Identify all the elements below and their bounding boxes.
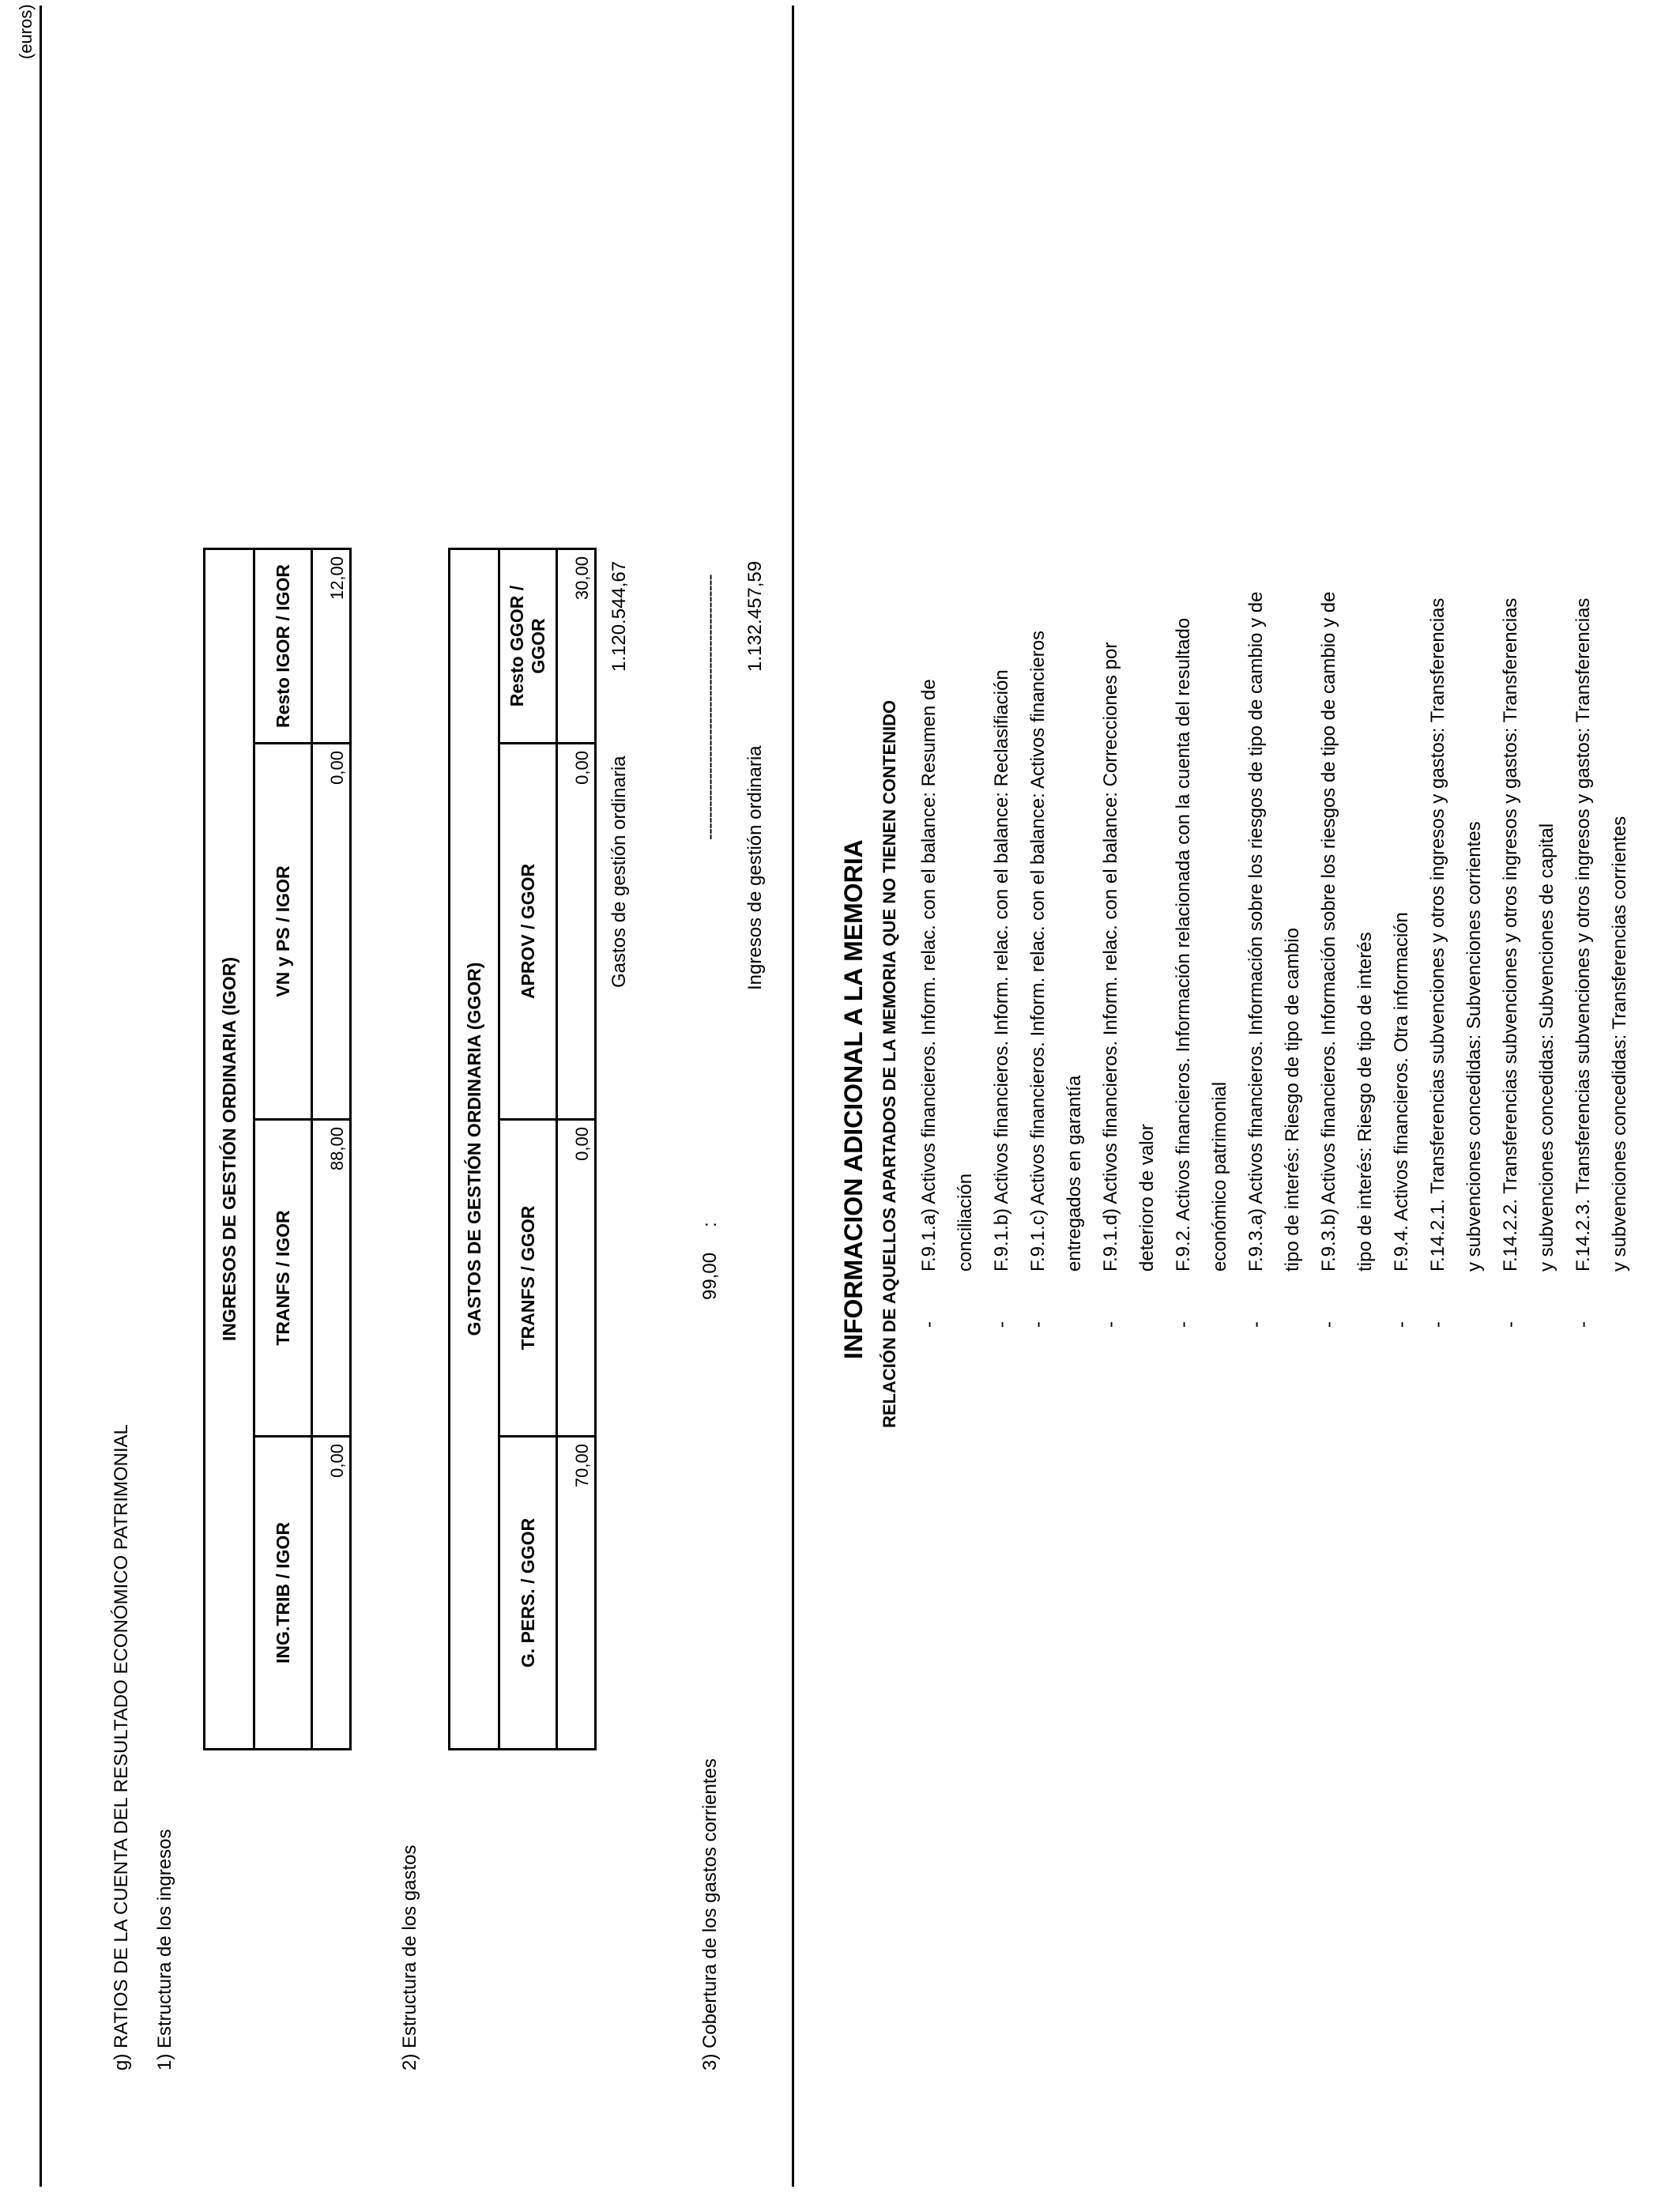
igor-table <box>203 548 352 1750</box>
empty-sections-list <box>911 589 1638 1328</box>
top-rule <box>40 6 42 2187</box>
list-item <box>1493 589 1565 1328</box>
col-header: TRANFS / IGOR <box>254 1120 312 1437</box>
list-item <box>1384 589 1420 1328</box>
numerator-value: 1.120.544,67 <box>608 560 630 672</box>
table-cell: 30,00 <box>557 549 596 744</box>
col-header: Resto IGOR / IGOR <box>254 548 312 743</box>
list-item-text: F.9.1.d) Activos financieros. Inform. relac. con el balance: Correcciones por deterioro de valor <box>1100 642 1158 1272</box>
ggor-table <box>448 548 597 1750</box>
list-item-text: F.14.2.1. Transferencias subvenciones y otros ingresos y gastos: Transferencias y subvenciones concedidas: Subvenciones corrientes <box>1427 597 1485 1272</box>
bullet-dash: - <box>1173 1321 1194 1328</box>
table-cell: 70,00 <box>557 1437 596 1750</box>
list-item <box>1565 589 1638 1328</box>
coverage-label: 3) Cobertura de los gastos corrientes <box>699 1758 721 2071</box>
list-item <box>1420 589 1493 1328</box>
list-item-text: F.9.3.a) Activos financieros. Información sobre los riesgos de tipo de cambio y de tipo de interés: Riesgo de tipo de cambio <box>1245 591 1303 1272</box>
igor-value-row <box>312 548 351 1749</box>
bullet-dash: - <box>1391 1321 1412 1328</box>
bullet-dash: - <box>918 1321 940 1328</box>
coverage-value: 99,00 <box>699 1252 721 1300</box>
bullet-dash: - <box>1245 1321 1267 1328</box>
bullet-dash: - <box>991 1321 1012 1328</box>
table-cell: 12,00 <box>312 548 351 743</box>
fraction-divider: ------------------------------------------------ <box>699 575 721 840</box>
denominator-label: Ingresos de gestión ordinaria <box>744 745 766 990</box>
ggor-title: GASTOS DE GESTIÓN ORDINARIA (GGOR) <box>450 549 499 1750</box>
col-header: Resto GGOR / GGOR <box>499 549 557 744</box>
list-item-text: F.9.3.b) Activos financieros. Información sobre los riesgos de tipo de cambio y de tipo de interés: Riesgo de tipo de interés <box>1318 591 1376 1272</box>
bullet-dash: - <box>1318 1321 1339 1328</box>
bullet-dash: - <box>1573 1321 1594 1328</box>
igor-title: INGRESOS DE GESTIÓN ORDINARIA (IGOR) <box>205 548 254 1749</box>
ratios-heading: g) RATIOS DE LA CUENTA DEL RESULTADO ECONÓMICO PATRIMONIAL <box>111 1424 132 2071</box>
info-title: INFORMACION ADICIONAL A LA MEMORIA <box>839 839 868 1359</box>
list-item <box>1093 589 1166 1328</box>
list-item-text: F.9.1.c) Activos financieros. Inform. relac. con el balance: Activos financieros entregados en garantía <box>1027 630 1085 1272</box>
col-header: ING.TRIB / IGOR <box>254 1437 312 1750</box>
expense-structure-label: 2) Estructura de los gastos <box>399 1844 420 2071</box>
numerator-label: Gastos de gestión ordinaria <box>608 755 630 988</box>
list-item-text: F.9.4. Activos financieros. Otra información <box>1391 912 1412 1272</box>
igor-header-row <box>254 548 312 1749</box>
list-item <box>1238 589 1311 1328</box>
table-cell: 0,00 <box>312 744 351 1120</box>
list-item <box>1020 589 1093 1328</box>
table-cell: 0,00 <box>557 1120 596 1437</box>
ggor-header-row <box>499 549 557 1750</box>
units-label: (euros) <box>16 4 36 59</box>
info-subtitle: RELACIÓN DE AQUELLOS APARTADOS DE LA MEMORIA QUE NO TIENEN CONTENIDO <box>880 699 899 1428</box>
bullet-dash: - <box>1027 1321 1049 1328</box>
bullet-dash: - <box>1427 1321 1448 1328</box>
list-item-text: F.9.2. Activos financieros. Información relacionada con la cuenta del resultado económico patrimonial <box>1173 617 1230 1272</box>
list-item <box>1311 589 1384 1328</box>
col-header: APROV / GGOR <box>499 744 557 1120</box>
list-item <box>984 589 1020 1328</box>
col-header: G. PERS. / GGOR <box>499 1437 557 1750</box>
coverage-separator: : <box>699 1222 721 1227</box>
table-cell: 0,00 <box>312 1437 351 1750</box>
list-item-text: F.14.2.3. Transferencias subvenciones y otros ingresos y gastos: Transferencias y subvenciones concedidas: Transferencias corrientes <box>1573 597 1630 1272</box>
list-item <box>1166 589 1238 1328</box>
table-cell: 88,00 <box>312 1120 351 1437</box>
table-cell: 0,00 <box>557 744 596 1120</box>
col-header: TRANFS / GGOR <box>499 1120 557 1437</box>
list-item-text: F.9.1.b) Activos financieros. Inform. relac. con el balance: Reclasifiación <box>991 669 1012 1272</box>
section-divider <box>792 6 794 2187</box>
income-structure-label: 1) Estructura de los ingresos <box>154 1829 175 2071</box>
col-header: VN y PS / IGOR <box>254 744 312 1120</box>
list-item <box>911 589 984 1328</box>
list-item-text: F.9.1.a) Activos financieros. Inform. relac. con el balance: Resumen de conciliación <box>918 679 976 1272</box>
bullet-dash: - <box>1100 1321 1121 1328</box>
list-item-text: F.14.2.2. Transferencias subvenciones y otros ingresos y gastos: Transferencias y subvenciones concedidas: Subvenciones de capital <box>1500 597 1558 1272</box>
ggor-value-row <box>557 549 596 1750</box>
bullet-dash: - <box>1500 1321 1521 1328</box>
denominator-value: 1.132.457,59 <box>744 560 766 672</box>
